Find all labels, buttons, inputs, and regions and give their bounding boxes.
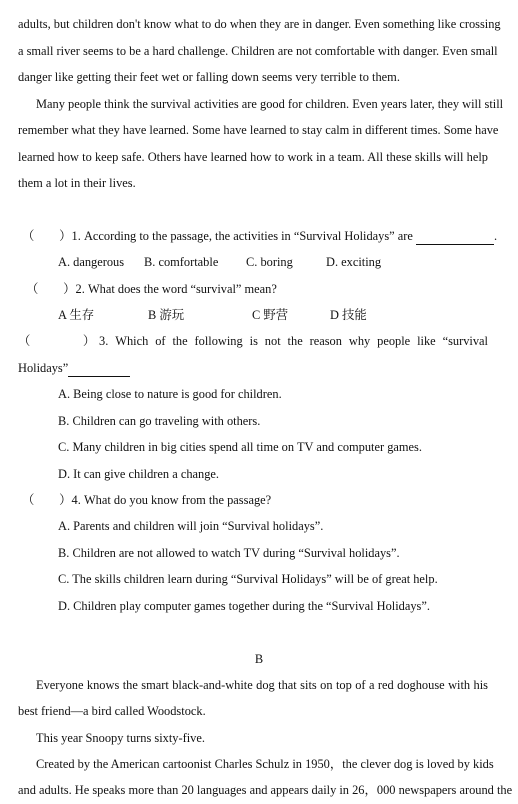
option-d: D. Children play computer games together during the “Survival Holidays”. <box>58 599 430 613</box>
option-d: D 技能 <box>330 308 367 322</box>
option-b: B. Children can go traveling with others. <box>58 414 261 428</box>
option-b: B. Children are not allowed to watch TV during “Survival holidays”. <box>58 546 400 560</box>
question-1-stem: （ ）1. According to the passage, the activities in “Survival Holidays” are <box>22 229 416 243</box>
question-1-suffix: . <box>494 229 498 243</box>
question-1 <box>22 228 498 245</box>
option-b: B 游玩 <box>148 308 185 322</box>
passage-line: remember what they have learned. Some have learned to stay calm in different times. Some have <box>18 123 499 137</box>
passage-line: learned how to keep safe. Others have learned how to work in a team. All these skills will help <box>18 150 488 164</box>
passage-line: Many people think the survival activities are good for children. Even years later, they will still <box>36 97 504 111</box>
passage-line: best friend—a bird called Woodstock. <box>18 704 206 718</box>
option-c: C. Many children in big cities spend all time on TV and computer games. <box>58 440 422 454</box>
passage-line: and adults. He speaks more than 20 languages and appears daily in 26，000 newspapers around the <box>18 783 513 797</box>
passage-line: Created by the American cartoonist Charles Schulz in 1950，the clever dog is loved by kids <box>36 757 494 771</box>
question-2-stem: （ ）2. What does the word “survival” mean? <box>26 282 277 296</box>
option-c: C. The skills children learn during “Survival Holidays” will be of great help. <box>58 572 438 586</box>
question-3-stem: （ ）3. Which of the following is not the reason why people like “survival <box>18 334 488 348</box>
option-c: C. boring <box>246 255 293 269</box>
question-4-stem: （ ）4. What do you know from the passage? <box>22 493 272 507</box>
question-3-tail: Holidays” <box>18 361 69 375</box>
section-heading: B <box>254 652 264 666</box>
option-a: A. dangerous <box>58 255 125 269</box>
passage-line: adults, but children don't know what to do when they are in danger. Even something like crossing <box>18 17 501 31</box>
option-a: A 生存 <box>58 308 95 322</box>
passage-line: This year Snoopy turns sixty-five. <box>36 731 205 745</box>
option-a: A. Parents and children will join “Survival holidays”. <box>58 519 324 533</box>
answer-blank <box>68 360 130 377</box>
option-b: B. comfortable <box>144 255 219 269</box>
question-3-stem-cont <box>18 360 488 377</box>
answer-blank <box>416 228 494 245</box>
passage-line: danger like getting their feet wet or falling down seems very terrible to them. <box>18 70 400 84</box>
passage-line: them a lot in their lives. <box>18 176 136 190</box>
option-c: C 野营 <box>252 308 289 322</box>
passage-line: a small river seems to be a hard challenge. Children are not comfortable with danger. Even small <box>18 44 498 58</box>
option-d: D. It can give children a change. <box>58 467 220 481</box>
option-d: D. exciting <box>326 255 382 269</box>
option-a: A. Being close to nature is good for children. <box>58 387 282 401</box>
passage-line: Everyone knows the smart black-and-white dog that sits on top of a red doghouse with his <box>36 678 488 692</box>
